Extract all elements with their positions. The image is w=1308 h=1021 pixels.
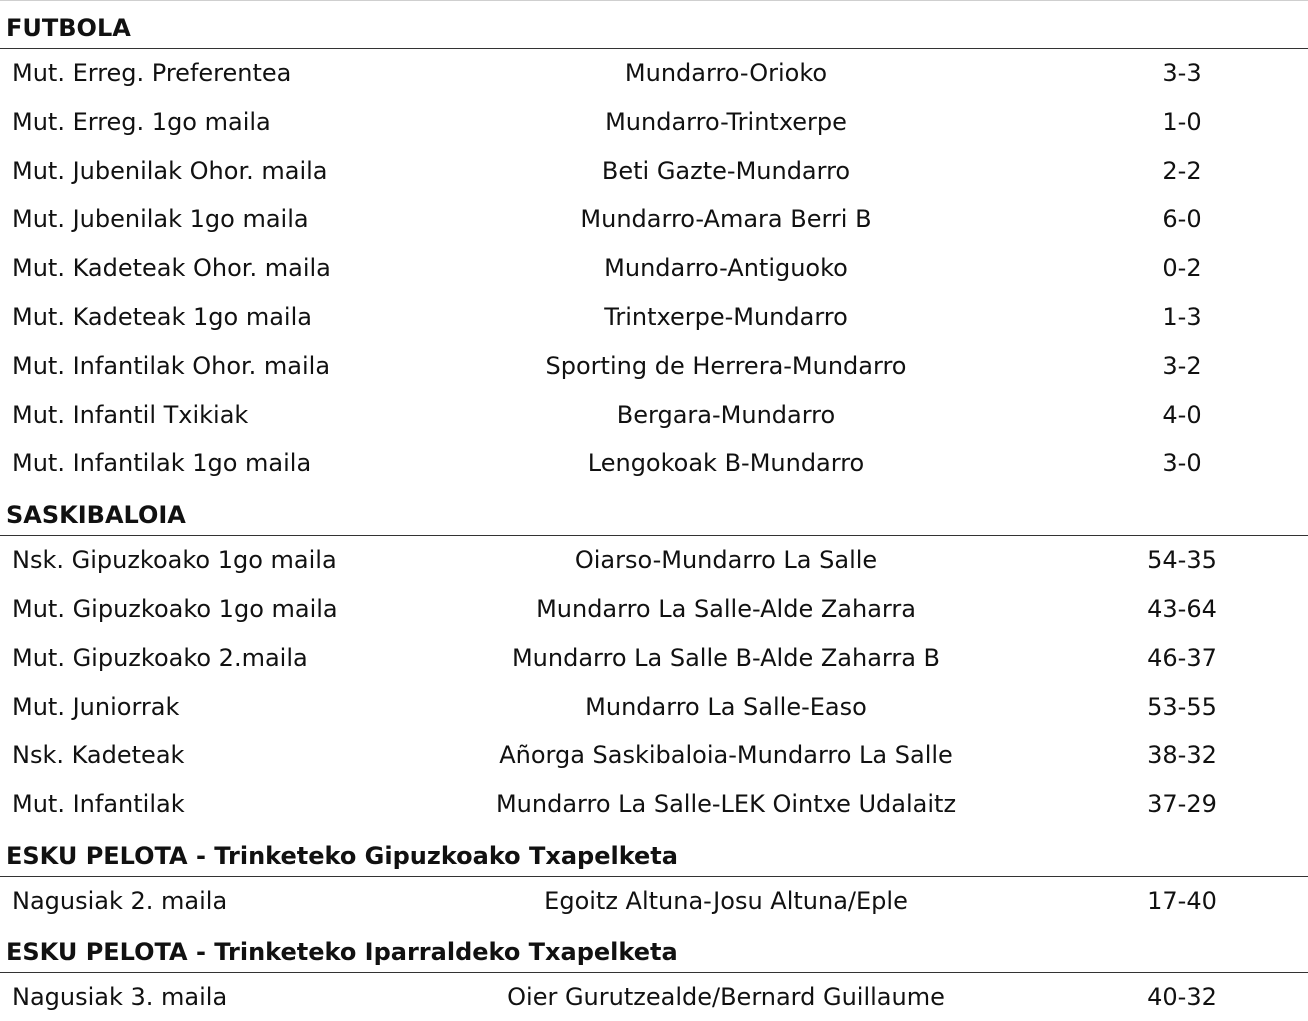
row-category: Mut. Gipuzkoako 2.maila — [12, 643, 308, 672]
row-match: Mundarro La Salle-Alde Zaharra — [536, 594, 916, 623]
row-match: Oiarso-Mundarro La Salle — [574, 546, 878, 575]
row-category: Mut. Infantilak 1go maila — [12, 449, 312, 478]
section-saskibaloia — [0, 488, 1308, 829]
row-match: Egoitz Altuna-Josu Altuna/Eple — [544, 886, 908, 915]
table-row — [0, 683, 1308, 732]
row-score: 6-0 — [1162, 205, 1202, 234]
table-row — [0, 585, 1308, 634]
row-score: 38-32 — [1147, 741, 1217, 770]
row-match: Añorga Saskibaloia-Mundarro La Salle — [499, 741, 953, 770]
table-row — [0, 147, 1308, 196]
table-row — [0, 293, 1308, 342]
row-score: 2-2 — [1162, 156, 1202, 185]
row-category: Mut. Kadeteak Ohor. maila — [12, 254, 331, 283]
table-row — [0, 98, 1308, 147]
row-match: Trintxerpe-Mundarro — [604, 302, 848, 331]
section-title: SASKIBALOIA — [6, 501, 186, 530]
row-match: Oier Gurutzealde/Bernard Guillaume — [507, 982, 945, 1011]
row-category: Mut. Gipuzkoako 1go maila — [12, 594, 338, 623]
row-category: Nagusiak 3. maila — [12, 982, 228, 1011]
row-category: Mut. Juniorrak — [12, 692, 180, 721]
row-match: Mundarro La Salle B-Alde Zaharra B — [511, 643, 941, 672]
row-category: Mut. Infantil Txikiak — [12, 400, 249, 429]
section-header — [0, 0, 1308, 49]
table-row — [0, 342, 1308, 391]
row-category: Mut. Erreg. 1go maila — [12, 107, 271, 136]
row-score: 17-40 — [1147, 886, 1217, 915]
row-match: Mundarro-Amara Berri B — [580, 205, 872, 234]
row-category: Nsk. Gipuzkoako 1go maila — [12, 546, 337, 575]
section-futbola — [0, 0, 1308, 488]
row-match: Mundarro La Salle-LEK Ointxe Udalaitz — [495, 790, 957, 819]
table-row — [0, 536, 1308, 585]
table-row — [0, 391, 1308, 440]
table-row — [0, 634, 1308, 683]
section-title: ESKU PELOTA - Trinketeko Iparraldeko Txapelketa — [6, 937, 678, 966]
row-category: Mut. Erreg. Preferentea — [12, 59, 292, 87]
table-row — [0, 731, 1308, 780]
row-match: Mundarro La Salle-Easo — [585, 692, 867, 721]
section-title: ESKU PELOTA - Trinketeko Gipuzkoako Txapelketa — [6, 841, 678, 870]
row-category: Nagusiak 2. maila — [12, 886, 228, 915]
row-category: Mut. Kadeteak 1go maila — [12, 302, 312, 331]
row-score: 3-0 — [1162, 449, 1202, 478]
row-score: 4-0 — [1162, 400, 1202, 429]
row-match: Sporting de Herrera-Mundarro — [545, 351, 907, 380]
row-score: 1-0 — [1162, 107, 1202, 136]
row-score: 37-29 — [1147, 790, 1217, 819]
section-esku-pelota-iparralde — [0, 925, 1308, 1021]
section-header — [0, 488, 1308, 536]
row-score: 3-3 — [1162, 59, 1202, 87]
table-row — [0, 244, 1308, 293]
row-score: 46-37 — [1147, 643, 1217, 672]
row-category: Mut. Infantilak — [12, 790, 185, 819]
row-match: Bergara-Mundarro — [616, 400, 836, 429]
table-row — [0, 973, 1308, 1021]
row-score: 0-2 — [1162, 254, 1202, 283]
row-match: Lengokoak B-Mundarro — [587, 449, 865, 478]
table-row — [0, 49, 1308, 98]
section-title: FUTBOLA — [6, 14, 131, 42]
row-score: 53-55 — [1147, 692, 1217, 721]
section-header — [0, 829, 1308, 877]
row-score: 54-35 — [1147, 546, 1217, 575]
row-category: Mut. Infantilak Ohor. maila — [12, 351, 331, 380]
row-category: Nsk. Kadeteak — [12, 741, 185, 770]
row-match: Mundarro-Orioko — [624, 59, 828, 87]
row-match: Beti Gazte-Mundarro — [601, 156, 851, 185]
table-row — [0, 439, 1308, 488]
section-esku-pelota-gipuzkoa — [0, 829, 1308, 925]
row-category: Mut. Jubenilak Ohor. maila — [12, 156, 328, 185]
table-row — [0, 877, 1308, 925]
row-score: 3-2 — [1162, 351, 1202, 380]
row-score: 1-3 — [1162, 302, 1202, 331]
row-score: 40-32 — [1147, 982, 1217, 1011]
row-match: Mundarro-Antiguoko — [604, 254, 848, 283]
row-category: Mut. Jubenilak 1go maila — [12, 205, 309, 234]
table-row — [0, 195, 1308, 244]
row-score: 43-64 — [1147, 594, 1217, 623]
section-header — [0, 925, 1308, 973]
row-match: Mundarro-Trintxerpe — [605, 107, 847, 136]
table-row — [0, 780, 1308, 829]
